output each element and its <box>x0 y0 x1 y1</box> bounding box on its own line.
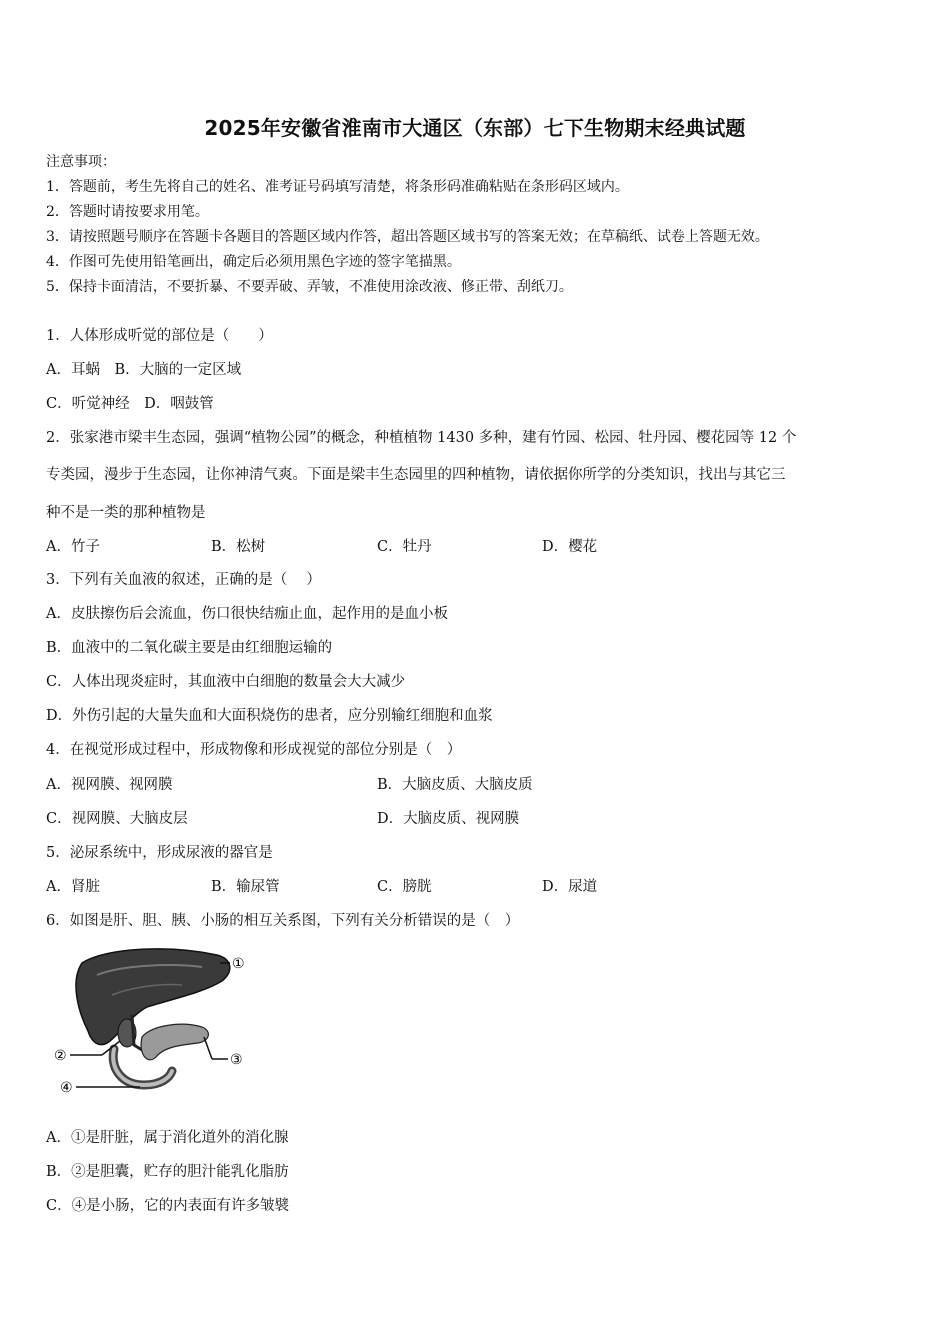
notes-heading: 注意事项： <box>46 154 116 170</box>
option-d: D．樱花 <box>542 539 598 555</box>
page-title: 2025年安徽省淮南市大通区（东部）七下生物期末经典试题 <box>204 116 746 140</box>
question-6-stem: 6．如图是肝、胆、胰、小肠的相互关系图，下列有关分析错误的是（ ） <box>46 913 520 929</box>
question-2-stem-line: 专类园，漫步于生态园，让你神清气爽。下面是梁丰生态园里的四种植物，请依据你所学的分类知识，找出与其它三 <box>46 467 786 483</box>
question-3-option-a: A．皮肤擦伤后会流血，伤口很快结痂止血，起作用的是血小板 <box>46 606 448 622</box>
option-c: C．牡丹 <box>377 539 432 555</box>
figure-label-2: ② <box>54 1048 67 1064</box>
question-1-stem: 1．人体形成听觉的部位是（ ） <box>46 328 273 344</box>
option-a: A．肾脏 <box>46 879 100 895</box>
question-2-stem-line: 种不是一类的那种植物是 <box>46 505 206 521</box>
figure-label-3: ③ <box>230 1052 243 1068</box>
option-b: B．松树 <box>211 539 266 555</box>
option-b: B．输尿管 <box>211 879 280 895</box>
note-item: 1．答题前，考生先将自己的姓名、准考证号码填写清楚，将条形码准确粘贴在条形码区域内。 <box>46 179 629 195</box>
pancreas-shape <box>141 1024 208 1060</box>
question-3-option-b: B．血液中的二氧化碳主要是由红细胞运输的 <box>46 640 333 656</box>
question-6-option-b: B．②是胆囊，贮存的胆汁能乳化脂肪 <box>46 1164 289 1180</box>
option-a: A．视网膜、视网膜 <box>46 777 173 793</box>
question-5-stem: 5．泌尿系统中，形成尿液的器官是 <box>46 845 273 861</box>
question-1-options-row-2: C．听觉神经 D．咽鼓管 <box>46 396 214 412</box>
option-c: C．视网膜、大脑皮层 <box>46 811 188 827</box>
digestive-organs-figure <box>52 945 252 1105</box>
question-1-options-row-1: A．耳蜗 B．大脑的一定区域 <box>46 362 242 378</box>
note-item: 3．请按照题号顺序在答题卡各题目的答题区域内作答，超出答题区域书写的答案无效；在草稿纸、试卷上答题无效。 <box>46 229 769 245</box>
option-d: D．尿道 <box>542 879 598 895</box>
question-3-option-c: C．人体出现炎症时，其血液中白细胞的数量会大大减少 <box>46 674 406 690</box>
question-6-option-c: C．④是小肠，它的内表面有许多皱襞 <box>46 1198 290 1214</box>
option-c: C．膀胱 <box>377 879 432 895</box>
note-item: 4．作图可先使用铅笔画出，确定后必须用黑色字迹的签字笔描黑。 <box>46 254 461 270</box>
option-b: B．大脑皮质、大脑皮质 <box>377 777 533 793</box>
note-item: 5．保持卡面清洁，不要折暴、不要弄破、弄皱，不准使用涂改液、修正带、刮纸刀。 <box>46 279 573 295</box>
question-6-option-a: A．①是肝脏，属于消化道外的消化腺 <box>46 1130 289 1146</box>
question-3-option-d: D．外伤引起的大量失血和大面积烧伤的患者，应分别输红细胞和血浆 <box>46 708 493 724</box>
question-4-stem: 4．在视觉形成过程中，形成物像和形成视觉的部位分别是（ ） <box>46 742 462 758</box>
option-d: D．大脑皮质、视网膜 <box>377 811 520 827</box>
option-a: A．竹子 <box>46 539 100 555</box>
note-item: 2．答题时请按要求用笔。 <box>46 204 209 220</box>
figure-label-4: ④ <box>60 1080 73 1096</box>
figure-label-1: ① <box>232 956 245 972</box>
question-2-stem-line: 2．张家港市梁丰生态园，强调“植物公园”的概念，种植植物 1430 多种，建有竹园、松园、牡丹园、樱花园等 12 个 <box>46 430 797 446</box>
question-3-stem: 3．下列有关血液的叙述，正确的是（ ） <box>46 572 321 588</box>
